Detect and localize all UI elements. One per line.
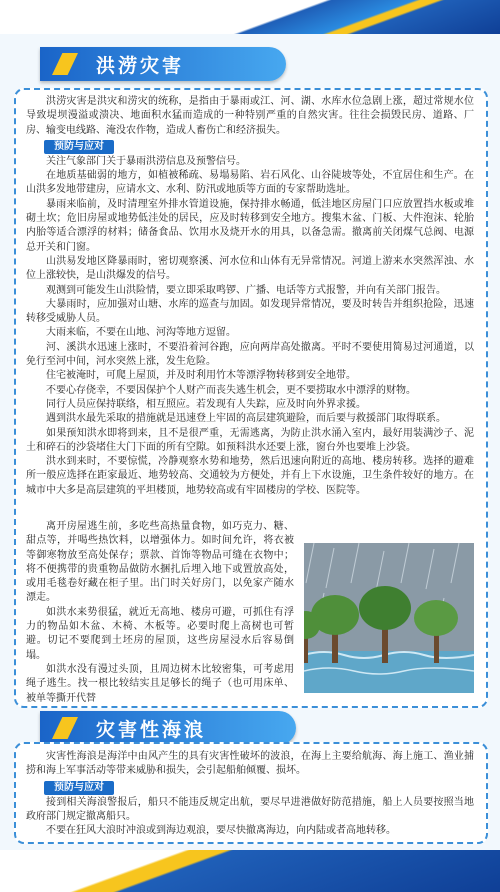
- flood-paragraph: 在地质基础弱的地方，如植被稀疏、易塌易陷、岩石风化、山谷陡坡等处，不宜居住和生产。在山洪多发地带建房，应请水文、水利、防汛或地质等方面的专家帮助选址。: [26, 170, 474, 196]
- waves-paragraph: 不要在狂风大浪时冲浪或到海边观浪，要尽快撤离海边，向内陆或者高地转移。: [46, 825, 396, 837]
- section-title-waves: 灾害性海浪: [40, 711, 296, 745]
- flood-paragraph: 关注气象部门关于暴雨洪涝信息及预警信号。: [46, 155, 246, 167]
- flood-illustration: [304, 543, 474, 693]
- top-decoration-stripe: [0, 0, 500, 34]
- flood-paragraph: 观测到可能发生山洪险情，要立即采取鸣锣、广播、电话等方式报警，并向有关部门报告。: [46, 284, 446, 296]
- flood-paragraph: 如洪水来势很猛，就近无高地、楼房可避，可抓住有浮力的物品如木盆、木椅、木板等。必要时爬上高树也可暂避。切记不要爬到土坯房的屋顶，这些房屋浸水后容易倒塌。: [26, 606, 294, 661]
- flood-paragraph: 住宅被淹时，可爬上屋顶，并及时利用竹木等漂浮物转移到安全地带。: [46, 370, 356, 382]
- flood-paragraph: 山洪易发地区降暴雨时，密切观察溪、河水位和山体有无异常情况。河道上游来水突然浑浊、水位上涨较快，是山洪爆发的信号。: [26, 255, 474, 282]
- waves-intro: 灾害性海浪是海洋中由风产生的具有灾害性破坏的波浪，在海上主要给航海、海上施工、渔业捕捞和海上军事活动等带来威胁和损失，会引起船舶倾覆、损坏。: [26, 751, 474, 777]
- prevention-label-waves: 预防与应对: [44, 781, 114, 795]
- flood-paragraph: 河、溪洪水迅速上涨时，不要沿着河谷跑，应向两岸高处撤离。平时不要使用简易过河通道，以免行至河中间，河水突然上涨，发生危险。: [26, 341, 474, 368]
- waves-content: [26, 750, 474, 838]
- flood-paragraph: 离开房屋逃生前，多吃些高热量食物，如巧克力、糖、甜点等，并喝些热饮料，以增强体力。如时间允许，将衣被等御寒物放至高处保存；票款、首饰等物品可缝在衣物中；将不便携带的贵重物品做防水捆扎后埋入地下或置放高处，或用毛毯卷好藏在柜子里。出门时关好房门，以免家产随水漂走。: [26, 521, 294, 604]
- flood-content-narrow: [26, 520, 294, 706]
- flood-content: [26, 95, 474, 498]
- flood-paragraph: 大雨来临，不要在山地、河沟等地方逗留。: [46, 327, 236, 339]
- flood-paragraph: 遇到洪水最先采取的措施就是迅速登上牢固的高层建筑避险，而后要与救援部门取得联系。: [46, 413, 446, 425]
- flood-intro: 洪涝灾害是洪灾和涝灾的统称，是指由于暴雨或江、河、湖、水库水位急剧上涨，超过常规水位导致堤坝漫溢或溃决、地面积水猛而造成的一种特别严重的自然灾害。往往会损毁民房、道路、厂房、输变电线路、淹没农作物，造成人畜伤亡和经济损失。: [26, 96, 474, 136]
- flood-paragraph: 不要心存侥幸，不要因保护个人财产而丧失逃生机会，更不要捞取水中漂浮的财物。: [46, 384, 416, 396]
- flood-paragraph: 如果预知洪水即将到来，且不是很严重，无需逃离，为防止洪水涌入室内，最好用装满沙子、泥土和碎石的沙袋堵住大门下面的所有空隙。如预料洪水还要上涨，窗台外也要堆上沙袋。: [26, 427, 474, 453]
- section-title-flood: 洪涝灾害: [40, 47, 286, 81]
- flood-paragraph: 洪水到来时，不要惊慌，冷静观察水势和地势，然后迅速向附近的高地、楼房转移。选择的避难所一般应选择在距家最近、地势较高、交通较为方便处，并有上下水设施，卫生条件较好的地方。在城市中大多是高层建筑的平坦楼顶，地势较高或有牢固楼房的学校、医院等。: [26, 456, 474, 496]
- flood-paragraph: 同行人员应保持联络，相互照应。若发现有人失踪，应及时向外界求援。: [46, 398, 366, 410]
- waves-paragraph: 接到相关海浪警报后，船只不能违反规定出航，要尽早进港做好防范措施，船上人员要按照当地政府部门规定撤离船只。: [26, 796, 474, 822]
- bottom-decoration-stripe: [0, 850, 500, 892]
- prevention-label-flood: 预防与应对: [44, 140, 114, 154]
- flood-paragraph: 暴雨来临前，及时清理室外排水管道设施，保持排水畅通，低洼地区房屋门口应放置挡水板或堆砌土坎；危旧房屋或地势低洼处的居民，应及时转移到安全地方。搜集木盆、门板、大件泡沫、轮胎内胎等适合漂浮的材料；储备食品、饮用水及烧开水的用具，以备急需。撤离前关闭煤气总阀、电源总开关和门窗。: [26, 198, 474, 253]
- flood-paragraph: 如洪水没有漫过头顶，且周边树木比较密集，可考虑用绳子逃生。找一根比较结实且足够长的绳子（也可用床单、被单等撕开代替: [26, 663, 294, 704]
- flood-paragraph: 大暴雨时，应加强对山塘、水库的巡查与加固。如发现异常情况，要及时转告并组织抢险，迅速转移受威胁人员。: [26, 298, 474, 325]
